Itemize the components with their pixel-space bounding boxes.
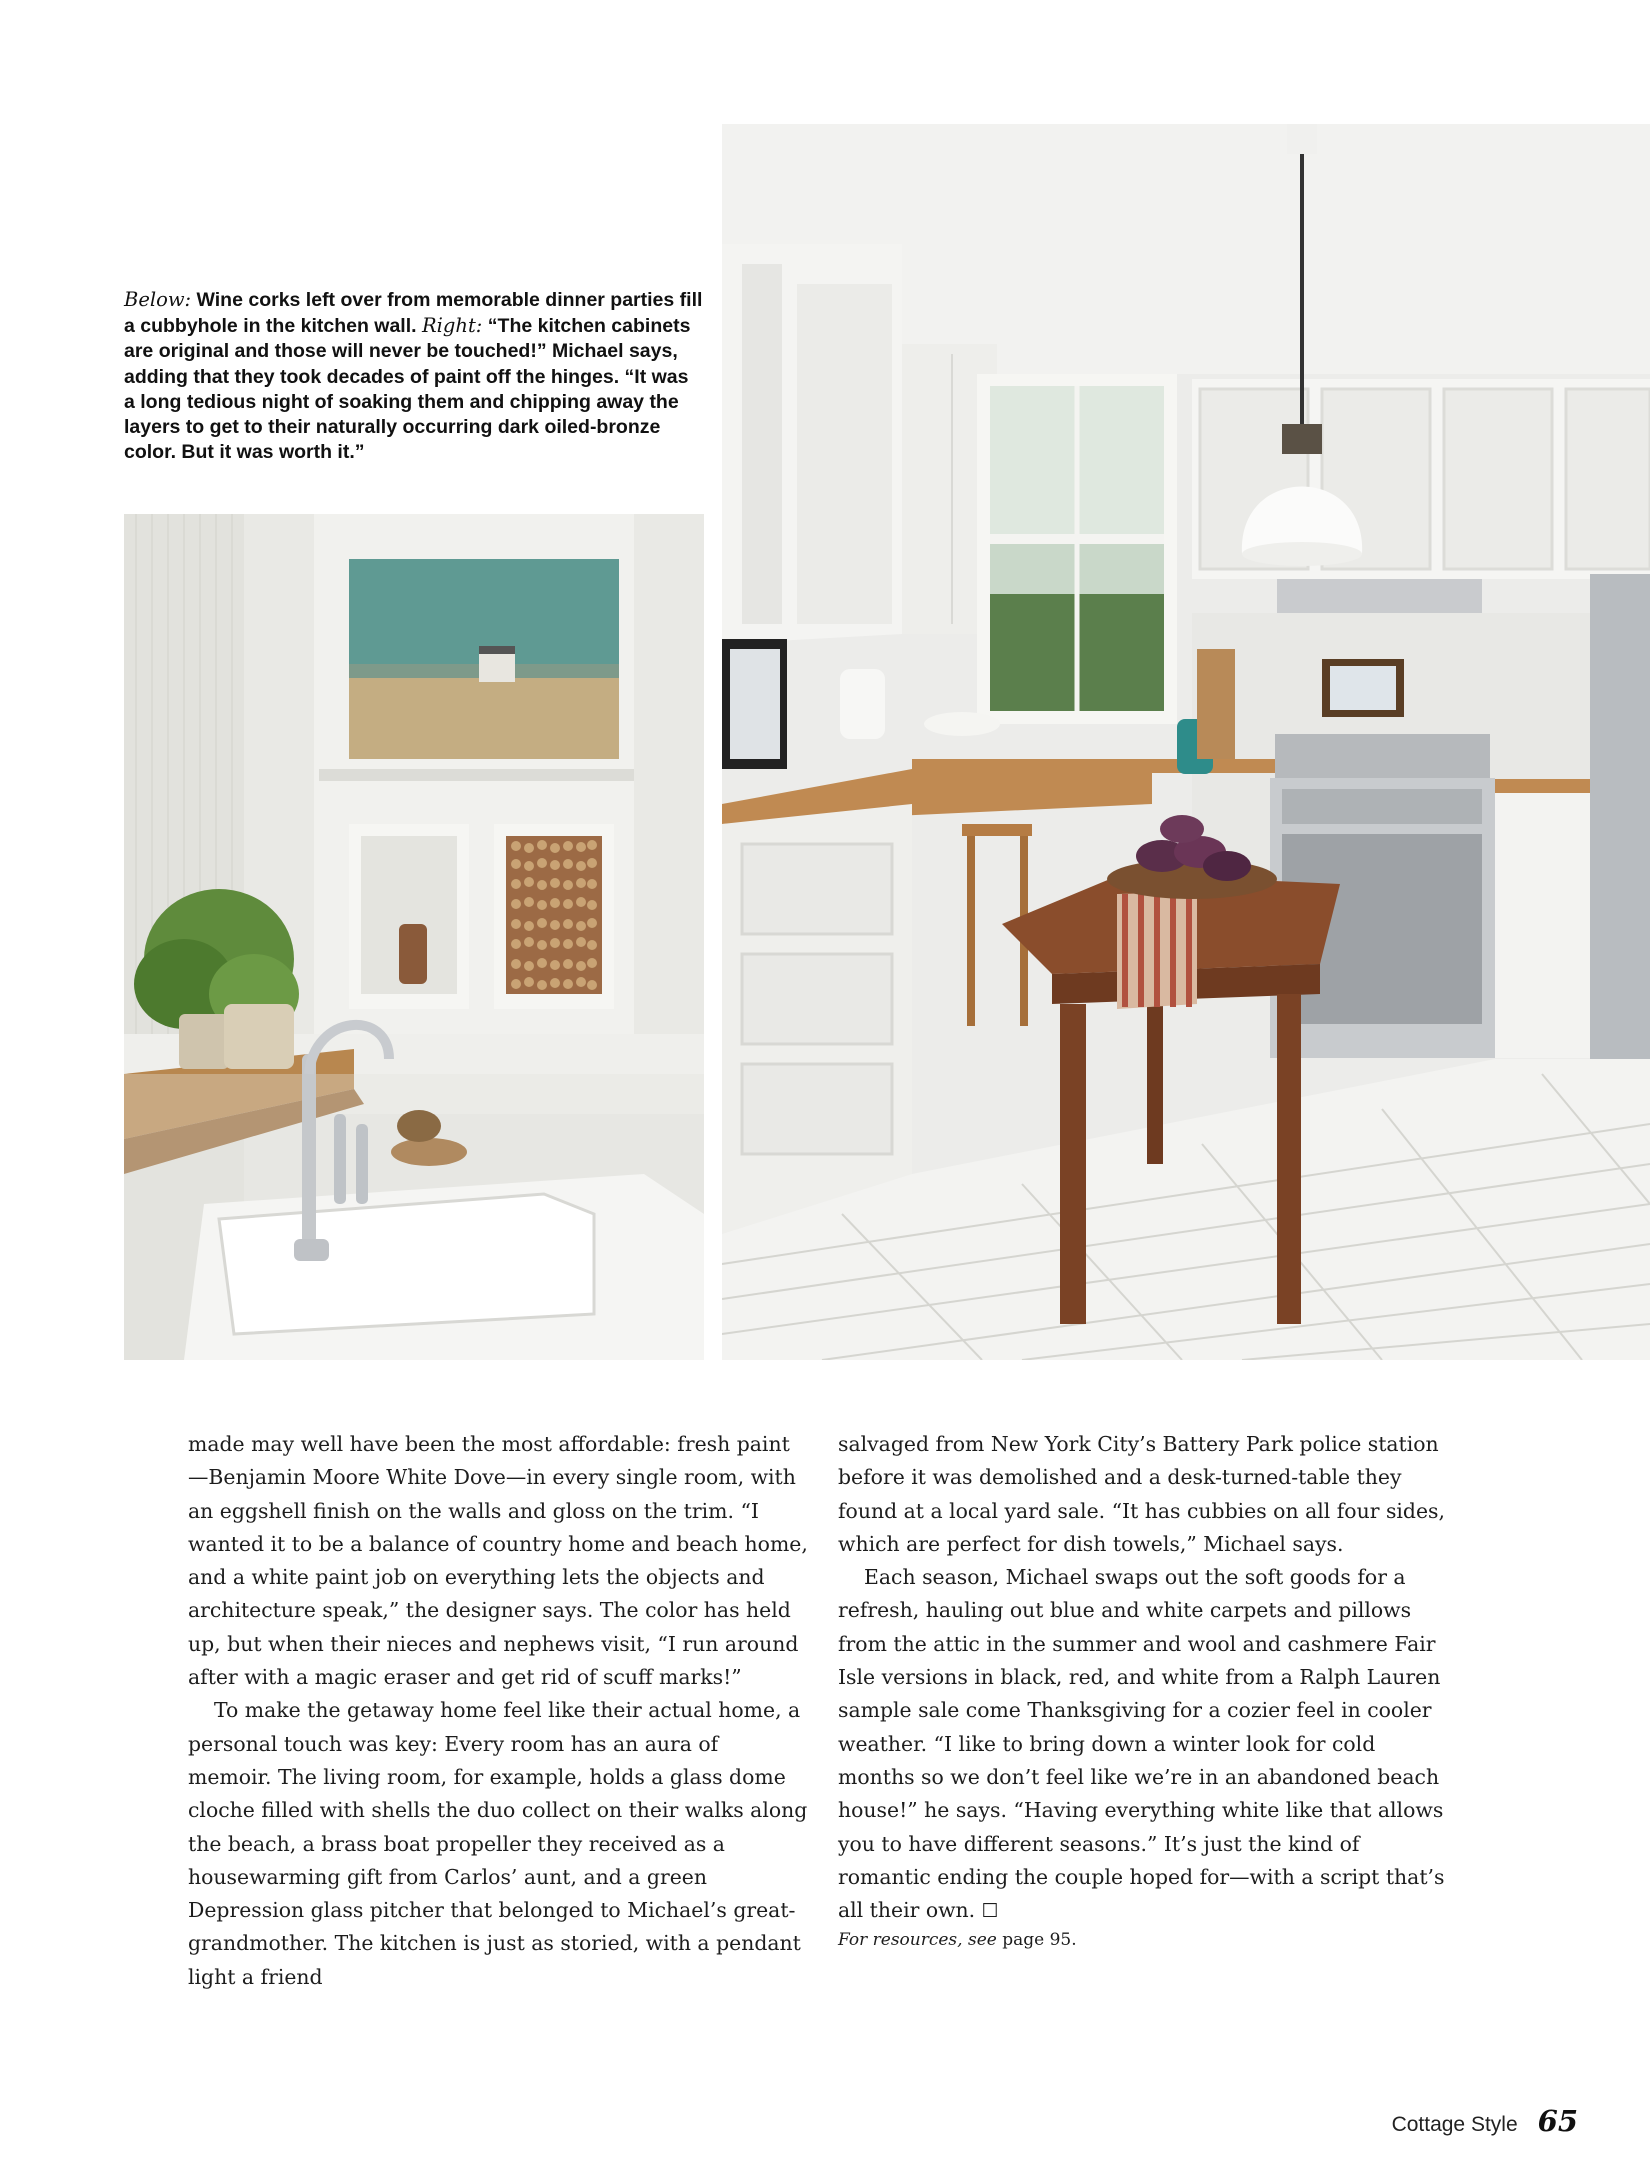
kitchen-image [722,124,1650,1360]
resources-note [838,1928,1458,1952]
page-folio [1392,2104,1578,2138]
body-paragraph: To make the getaway home feel like their actual home, a personal touch was key: Every room has an aura of memoir. The living room, for example, holds a glass dome cloche filled with shells the duo collect on their walks along the beach, a brass boat propeller they received as a housewarming gift from Carlos’ aunt, and a green Depression glass pitcher that belonged to Michael’s great-grandmother. The kitchen is just as storied, with a pendant light a friend [188,1698,808,1989]
photo-caption [124,287,704,465]
caption-lead-below: Below: [124,288,192,311]
caption-lead-right: Right: [421,314,483,338]
magazine-name: Cottage Style [1391,2113,1518,2136]
end-mark: ☐ [981,1900,999,1923]
sink-cork-cubby-image [124,514,704,1360]
caption-text-below: Wine corks left over from memorable dinner parties fill a cubbyhole in the kitchen wall. [124,289,703,338]
body-paragraph-last [838,1561,1458,1928]
page-number: 65 [1537,2104,1578,2138]
body-column-right [838,1428,1458,1952]
caption-text-right: “The kitchen cabinets are original and those will never be touched!” Michael says, adding that they took decades of paint off the hinges. “It was a long tedious night of soaking them and chipping away the layers to get to their naturally occurring dark oiled-bronze color. But it was worth it.” [124,315,691,464]
resources-page: page 95. [996,1930,1077,1951]
body-paragraph: made may well have been the most affordable: fresh paint—Benjamin Moore White Dove—in every single room, with an eggshell finish on the walls and gloss on the trim. “I wanted it to be a balance of country home and beach home, and a white paint job on everything lets the objects and architecture speak,” the designer says. The color has held up, but when their nieces and nephews visit, “I run around after with a magic eraser and get rid of scuff marks!” [188,1432,808,1690]
body-column-left [188,1428,808,1994]
photo-kitchen [722,124,1650,1360]
body-paragraph-text: Each season, Michael swaps out the soft goods for a refresh, hauling out blue and white carpets and pillows from the attic in the summer and wool and cashmere Fair Isle versions in black, red, and white from a Ralph Lauren sample sale come Thanksgiving for a cozier feel in cooler weather. “I like to bring down a winter look for cold months so we don’t feel like we’re in an abandoned beach house!” he says. “Having everything white like that allows you to have different seasons.” It’s just the kind of romantic ending the couple hoped for—with a script that’s all their own. [838,1565,1445,1923]
photo-sink-cork-cubby [124,514,704,1360]
body-paragraph: salvaged from New York City’s Battery Park police station before it was demolished and a desk-turned-table they found at a local yard sale. “It has cubbies on all four sides, which are perfect for dish towels,” Michael says. [838,1432,1445,1556]
resources-label: For resources, see [838,1930,997,1951]
